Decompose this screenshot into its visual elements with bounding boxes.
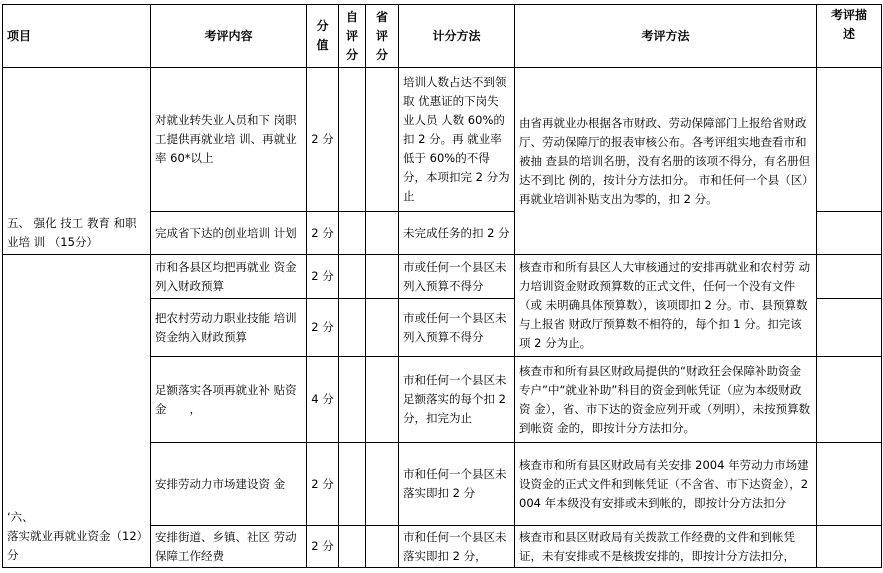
scoring-cell: 未完成任务的扣 2 分 <box>399 212 515 255</box>
method-cell: 核查市和县区财政局有关拨款工作经费的文件和到帐凭 证，未有安排或不是核拨安排的，即按计分方法扣分， <box>515 526 817 568</box>
description-cell <box>817 212 882 255</box>
self-score-cell <box>339 443 366 526</box>
description-cell <box>817 443 882 526</box>
scoring-cell: 市或任何一个县区未 列入预算不得分 <box>399 299 515 357</box>
self-score-cell <box>339 299 366 357</box>
description-cell <box>817 299 882 357</box>
self-score-cell <box>339 526 366 568</box>
province-score-cell <box>366 526 399 568</box>
score-cell: 4 分 <box>307 357 339 443</box>
scoring-cell: 培训人数占达不到领取 优惠证的下岗失业人员 人数 60%的扣 2 分。再 就业率低于 60%的不得分，本项扣完 2 分为止 <box>399 68 515 212</box>
header-score: 分 值 <box>307 5 339 68</box>
content-cell: 完成省下达的创业培训 计划 <box>151 212 307 255</box>
table-row <box>3 68 882 212</box>
self-score-cell <box>339 255 366 299</box>
method-cell: 由省再就业办根据各市财政、劳动保障部门上报给省财政 厅、劳动保障厅的报表审核公布。各考评组实地查看市和被抽 查县的培训名册，没有名册的该项不得分，有名册但达不到比 例的，按计分方法扣分。 市和任何一个县（区）再就业培训补贴支出为零的，扣 2 分。 <box>515 68 817 255</box>
description-cell <box>817 255 882 299</box>
header-item: 项目 <box>3 5 151 68</box>
content-cell: 把农村劳动力职业技能 培训资金纳入财政预算 <box>151 299 307 357</box>
scoring-cell: 市或任何一个县区未 列入预算不得分 <box>399 255 515 299</box>
method-cell: 核查市和所有县区财政局有关安排 2004 年劳动力市场建 设资金的正式文件和到帐凭证（不含省、市下达资金），2004 年本级没有安排或未到帐的，即按计分方法扣分 <box>515 443 817 526</box>
score-cell: 2 分 <box>307 212 339 255</box>
header-content: 考评内容 <box>151 5 307 68</box>
content-cell: 足额落实各项再就业补 贴资金 ， <box>151 357 307 443</box>
evaluation-table <box>2 4 882 568</box>
content-cell: 市和各县区均把再就业 资金列入财政预算 <box>151 255 307 299</box>
description-cell <box>817 68 882 212</box>
province-score-cell <box>366 299 399 357</box>
content-cell: 对就业转失业人员和下 岗职工提供再就业培 训、再就业率 60*以上 <box>151 68 307 212</box>
self-score-cell <box>339 212 366 255</box>
description-cell <box>817 526 882 568</box>
province-score-cell <box>366 357 399 443</box>
content-cell: 安排劳动力市场建设资 金 <box>151 443 307 526</box>
scoring-cell: 市和任何一个县区未 足额落实的每个扣 2 分，扣完为止 <box>399 357 515 443</box>
self-score-cell <box>339 68 366 212</box>
score-cell: 2 分 <box>307 299 339 357</box>
header-row <box>3 5 882 68</box>
description-cell <box>817 357 882 443</box>
method-cell: 核查市和所有县区财政局提供的“财政狂会保障补助资金 专户”中“就业补助”科目的资金到帐凭证（应为本级财政资 金），省、市下达的资金应列开或（列明），未按预算数到帐资 金的，即按计分方法扣分。 <box>515 357 817 443</box>
province-score-cell <box>366 212 399 255</box>
province-score-cell <box>366 443 399 526</box>
score-cell: 2 分 <box>307 68 339 212</box>
self-score-cell <box>339 357 366 443</box>
scoring-cell: 市和任何一个县区未 落实即扣 2 分， <box>399 526 515 568</box>
header-province-score: 省 评 分 <box>366 5 399 68</box>
content-cell: 安排街道、乡镇、社区 劳动保障工作经费 <box>151 526 307 568</box>
header-scoring-method: 计分方法 <box>399 5 515 68</box>
section5-item: 五、 强化 技工 教育 和职 业培 训 （15分） <box>3 68 151 255</box>
header-evaluation-method: 考评方法 <box>515 5 817 68</box>
score-cell: 2 分 <box>307 255 339 299</box>
score-cell: 2 分 <box>307 443 339 526</box>
section6-item: ‘六、 落实就业再就业资金（12）分 <box>3 255 151 568</box>
scoring-cell: 市和任何一个县区未 落实即扣 2 分 <box>399 443 515 526</box>
header-self-score: 自 评 分 <box>339 5 366 68</box>
score-cell: 2 分 <box>307 526 339 568</box>
method-cell: 核查市和所有县区人大审核通过的安排再就业和农村劳 动力培训资金财政预算数的正式文件，任何一个没有文件（或 未明确具体预算数），该项即扣 2 分。市、县预算数与上报省 财政厅预算数不相符的，每个扣 1 分。扣完该项 2 分为止。 <box>515 255 817 357</box>
header-description: 考评描 述 <box>817 5 882 68</box>
province-score-cell <box>366 255 399 299</box>
province-score-cell <box>366 68 399 212</box>
table-row <box>3 255 882 299</box>
